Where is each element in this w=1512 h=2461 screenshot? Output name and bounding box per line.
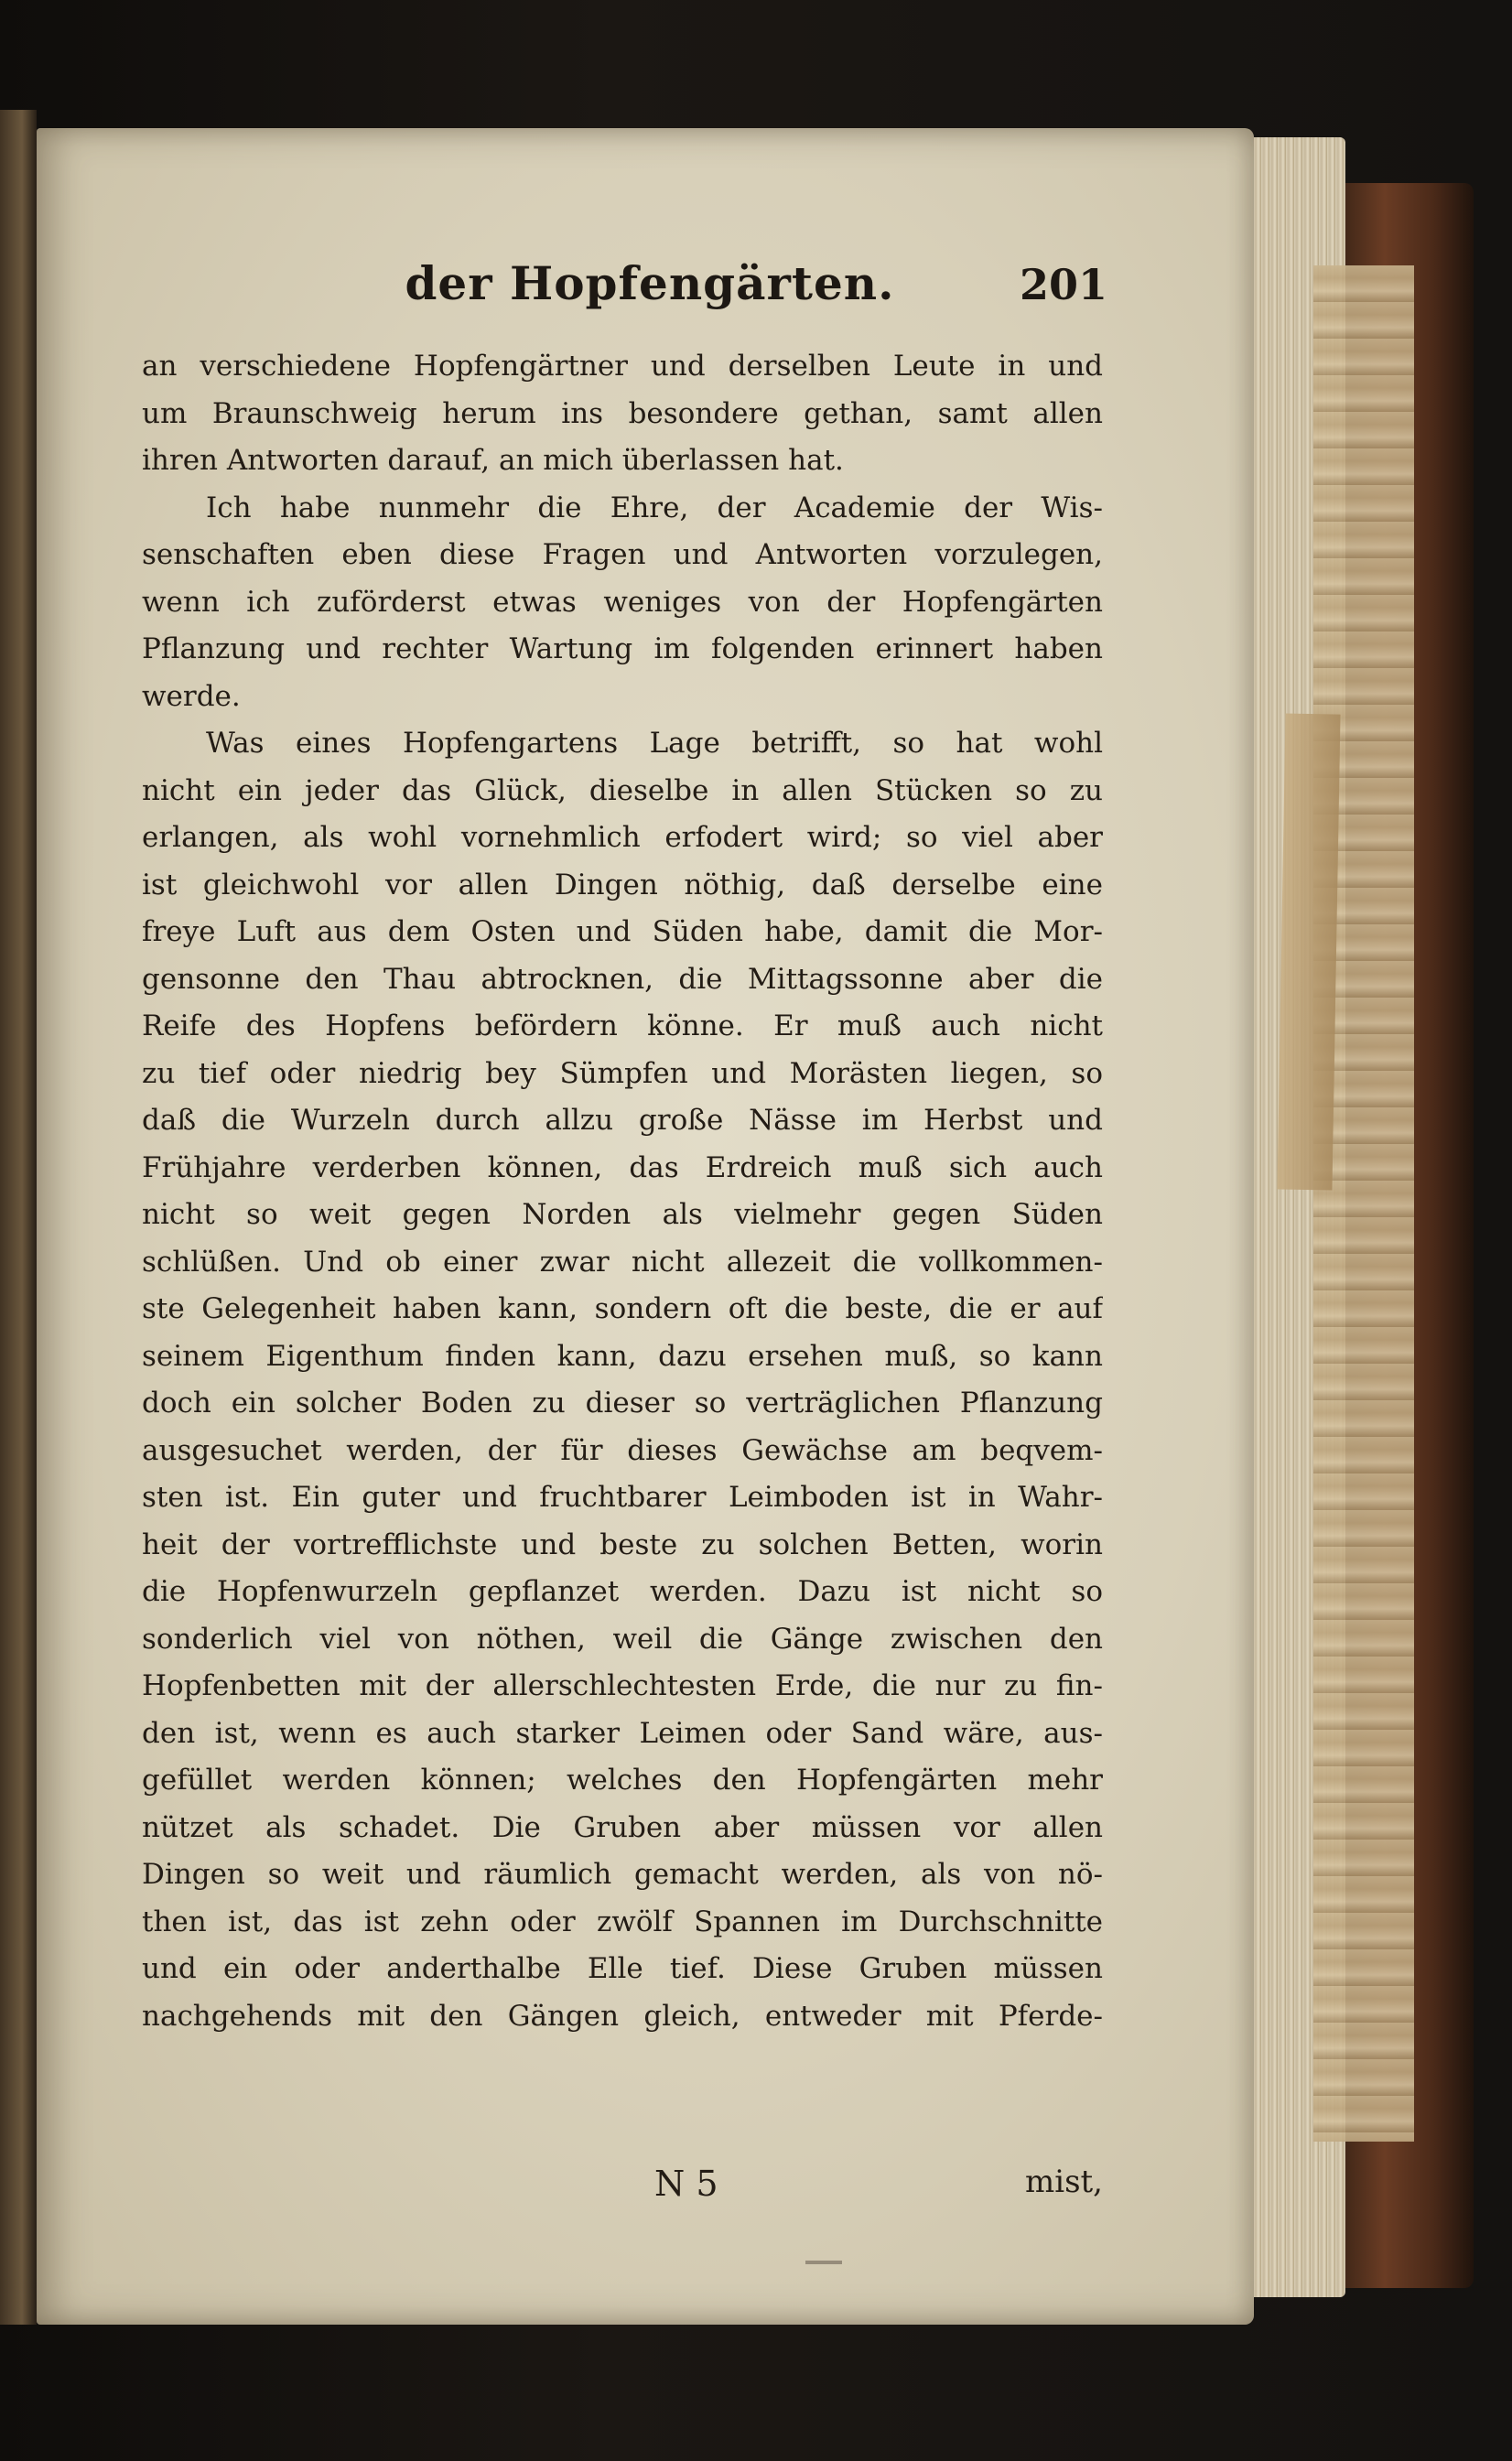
smudge-mark	[805, 2261, 842, 2264]
text-line: seinem Eigenthum finden kann, dazu ersehen muß, so kann	[142, 1339, 1103, 1373]
body-text	[142, 343, 1103, 2040]
page-block-edge	[1313, 265, 1414, 2142]
text-line: ste Gelegenheit haben kann, sondern oft die beste, die er auf	[142, 1292, 1103, 1325]
text-line: erlangen, als wohl vornehmlich erfodert wird; so viel aber	[142, 821, 1103, 854]
text-line: senschaften eben diese Fragen und Antworten vorzulegen,	[142, 538, 1103, 571]
text-line: um Braunschweig herum ins besondere gethan, samt allen	[142, 396, 1103, 430]
text-line: nützet als schadet. Die Gruben aber müssen vor allen	[142, 1810, 1103, 1844]
page-number: 201	[1019, 260, 1107, 309]
text-line: nicht so weit gegen Norden als vielmehr gegen Süden	[142, 1198, 1103, 1231]
paper-tab	[1277, 714, 1340, 1191]
text-line: heit der vortrefflichste und beste zu solchen Betten, worin	[142, 1527, 1103, 1561]
text-line: Reife des Hopfens befördern könne. Er muß auch nicht	[142, 1009, 1103, 1042]
running-head: der Hopfengärten.	[405, 256, 895, 310]
text-line: doch ein solcher Boden zu dieser so verträglichen Pflanzung	[142, 1387, 1103, 1419]
text-line: ihren Antworten darauf, an mich überlassen hat.	[142, 444, 844, 477]
text-line: gefüllet werden können; welches den Hopfengärten mehr	[142, 1764, 1103, 1797]
text-line: then ist, das ist zehn oder zwölf Spannen im Durchschnitte	[142, 1905, 1103, 1938]
text-line: ist gleichwohl vor allen Dingen nöthig, daß derselbe eine	[142, 868, 1103, 901]
text-line: gensonne den Thau abtrocknen, die Mittagssonne aber die	[142, 962, 1103, 996]
text-line: sten ist. Ein guter und fruchtbarer Leimboden ist in Wahr-	[142, 1481, 1103, 1514]
text-line: und ein oder anderthalbe Elle tief. Diese Gruben müssen	[142, 1952, 1103, 1985]
catchword: mist,	[1024, 2164, 1103, 2200]
text-line: werde.	[142, 679, 241, 713]
signature-mark: N 5	[654, 2164, 718, 2204]
text-line: Was eines Hopfengartens Lage betrifft, so hat wohl	[206, 727, 1103, 760]
text-line: schlüßen. Und ob einer zwar nicht allezeit die vollkommen-	[142, 1245, 1103, 1279]
text-line: Hopfenbetten mit der allerschlechtesten Erde, die nur zu fin-	[142, 1669, 1103, 1702]
page-header	[37, 256, 1254, 329]
text-line: freye Luft aus dem Osten und Süden habe, damit die Mor-	[142, 915, 1103, 948]
text-line: nicht ein jeder das Glück, dieselbe in allen Stücken so zu	[142, 773, 1103, 807]
facing-page-edge	[0, 110, 37, 2325]
text-line: ausgesuchet werden, der für dieses Gewächse am beqvem-	[142, 1433, 1103, 1467]
text-line: Dingen so weit und räumlich gemacht werden, als von nö-	[142, 1858, 1103, 1891]
text-line: sonderlich viel von nöthen, weil die Gänge zwischen den	[142, 1622, 1103, 1656]
text-line: die Hopfenwurzeln gepflanzet werden. Dazu ist nicht so	[142, 1575, 1103, 1608]
text-line: zu tief oder niedrig bey Sümpfen und Morästen liegen, so	[142, 1056, 1103, 1090]
book-page	[37, 128, 1254, 2325]
text-line: Frühjahre verderben können, das Erdreich muß sich auch	[142, 1150, 1103, 1184]
text-line: daß die Wurzeln durch allzu große Nässe im Herbst und	[142, 1104, 1103, 1137]
text-line: Pflanzung und rechter Wartung im folgenden erinnert haben	[142, 632, 1103, 665]
text-line: Ich habe nunmehr die Ehre, der Academie der Wis-	[206, 491, 1103, 524]
text-line: wenn ich zuförderst etwas weniges von der Hopfengärten	[142, 585, 1103, 619]
text-line: an verschiedene Hopfengärtner und derselben Leute in und	[142, 350, 1103, 383]
page-footer	[142, 2164, 1103, 2211]
text-line: den ist, wenn es auch starker Leimen oder Sand wäre, aus-	[142, 1716, 1103, 1750]
text-line: nachgehends mit den Gängen gleich, entweder mit Pferde-	[142, 1999, 1103, 2033]
